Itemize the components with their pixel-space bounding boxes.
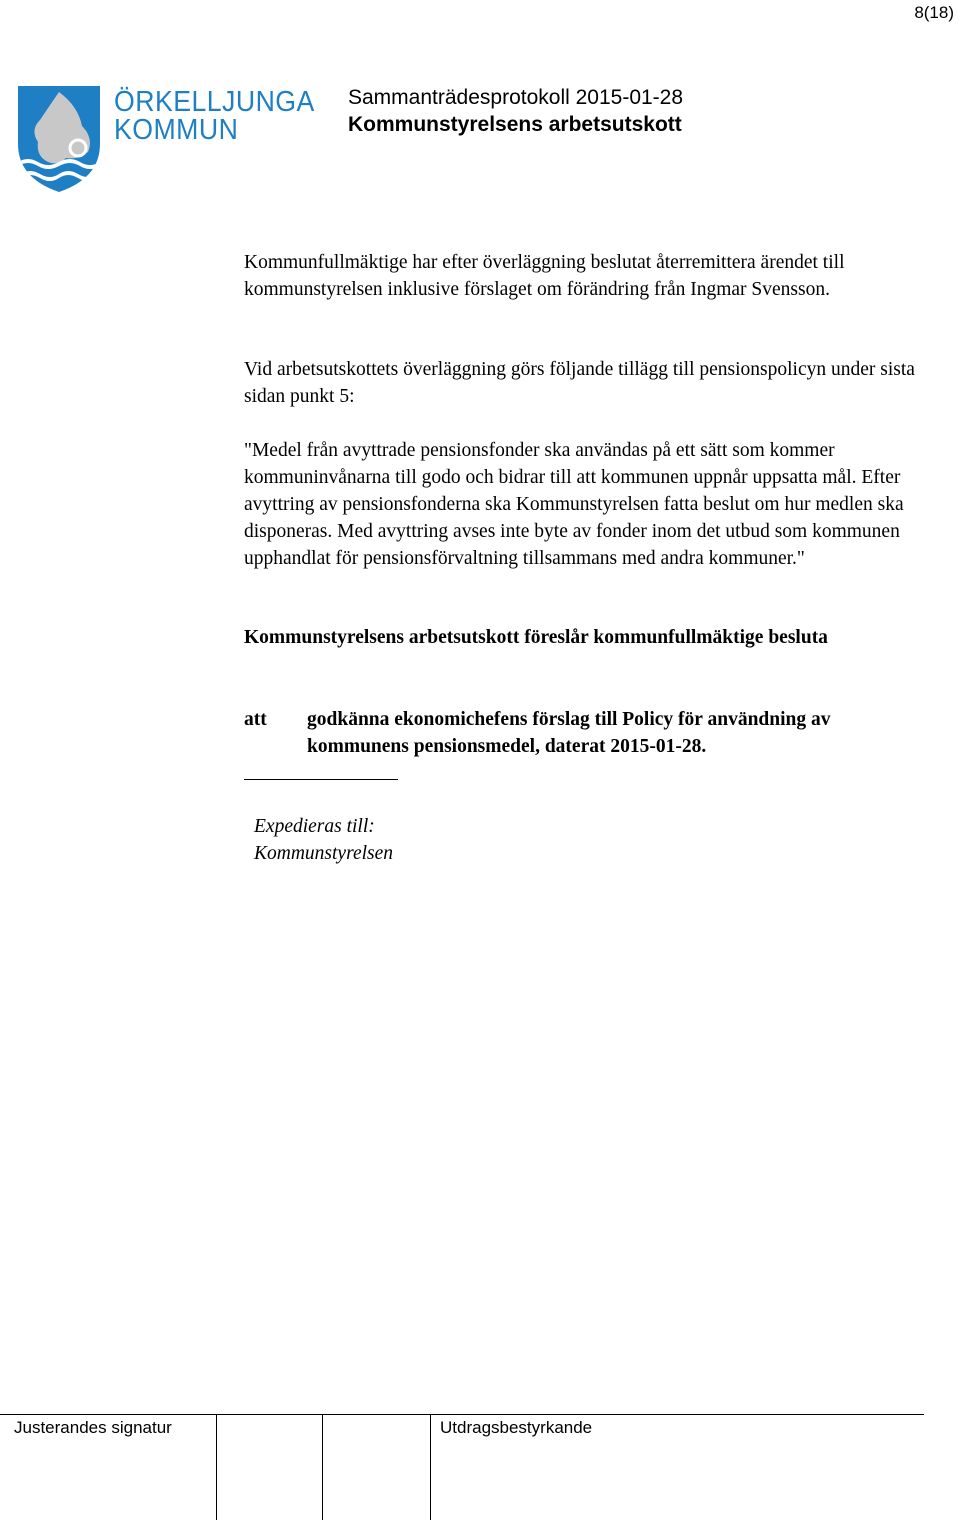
- decision-att: att: [244, 709, 267, 730]
- expedieras-label: Expedieras till:: [254, 816, 375, 837]
- protocol-title: Sammanträdesprotokoll 2015-01-28: [348, 86, 684, 109]
- logo-line-2: KOMMUN: [114, 114, 239, 146]
- quoted-addition: "Medel från avyttrade pensionsfonder ska användas på ett sätt som kommer kommuninvånarna till godo och bidrar till att kommunen uppnår uppsatta mål. Efter avyttring av pensionsfonderna ska Kommunstyrelsen fatta beslut om hur medlen ska disponeras. Med avyttring avses inte byte av fonder inom det utbud som kommunen upphandlat för pensionsförvaltning tillsammans med andra kommuner.": [244, 440, 904, 569]
- signature-label: Justerandes signatur: [14, 1418, 172, 1437]
- logo-line-1: ÖRKELLJUNGA: [114, 86, 315, 118]
- page-number: 8(18): [914, 3, 954, 22]
- document-header: [348, 84, 683, 138]
- footer-rule: [0, 1414, 924, 1415]
- proposal-heading: Kommunstyrelsens arbetsutskott föreslår kommunfullmäktige besluta: [244, 627, 828, 648]
- paragraph-referral: Kommunfullmäktige har efter överläggning beslutat återremittera ärendet till kommunstyrelsen inklusive förslaget om förändring från Ingmar Svensson.: [244, 252, 845, 300]
- orkelljunga-crest-logo: [18, 86, 100, 192]
- logo-wordmark: [114, 88, 332, 144]
- signature-box-divider-1: [216, 1414, 217, 1520]
- signature-box-divider-2: [322, 1414, 323, 1520]
- signature-box-divider-3: [430, 1414, 431, 1520]
- extract-label: Utdragsbestyrkande: [440, 1418, 593, 1437]
- expedieras-recipient: Kommunstyrelsen: [254, 843, 394, 864]
- committee-name: Kommunstyrelsens arbetsutskott: [348, 113, 682, 136]
- signature-footer: [0, 1414, 960, 1520]
- decision-text: godkänna ekonomichefens förslag till Policy för användning av kommunens pensionsmedel, daterat 2015-01-28.: [307, 709, 831, 757]
- separator-line: [244, 779, 398, 780]
- paragraph-addition: Vid arbetsutskottets överläggning görs följande tillägg till pensionspolicyn under sista sidan punkt 5:: [244, 359, 915, 407]
- distribution-list: [254, 813, 393, 867]
